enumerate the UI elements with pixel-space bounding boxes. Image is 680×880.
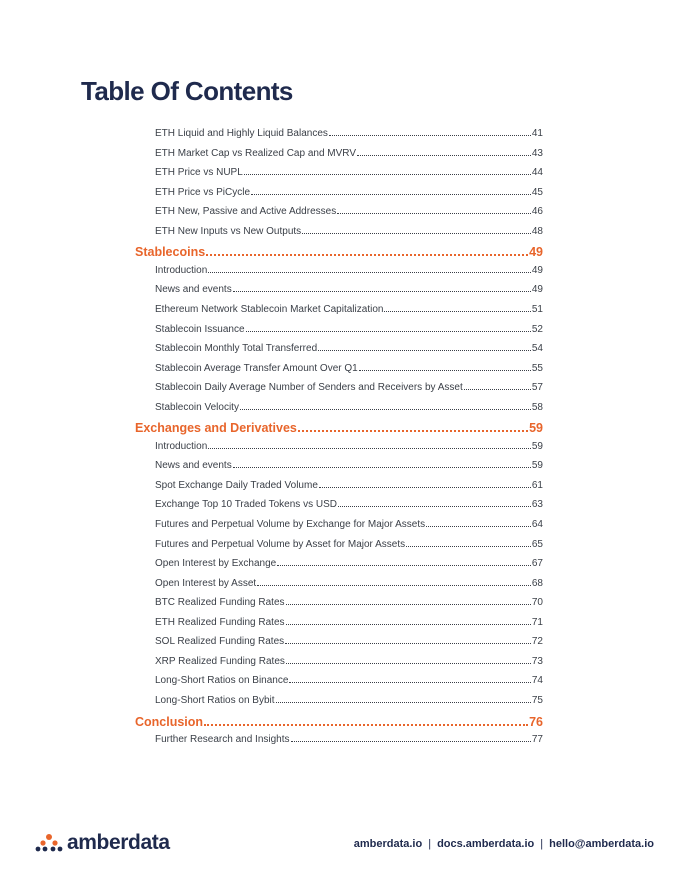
toc-page-number: 43 xyxy=(531,147,543,159)
toc-entry-label: Stablecoin Daily Average Number of Senders and Receivers by Asset xyxy=(155,382,463,394)
toc-entry[interactable] xyxy=(155,499,543,510)
toc-page-number: 51 xyxy=(531,303,543,315)
toc-entry-label: Futures and Perpetual Volume by Asset for Major Assets xyxy=(155,538,406,550)
toc-entry[interactable] xyxy=(155,675,543,686)
toc-page-number: 59 xyxy=(529,421,543,436)
link-separator: | xyxy=(540,838,544,850)
toc-entry[interactable] xyxy=(155,695,543,706)
toc-entry-label: ETH Price vs PiCycle xyxy=(155,186,251,198)
toc-entry[interactable] xyxy=(155,636,543,647)
toc-page-number: 63 xyxy=(531,499,543,511)
dot-leader xyxy=(406,546,531,547)
toc-entry-label: Stablecoins xyxy=(135,245,206,260)
toc-entry[interactable] xyxy=(155,128,543,139)
toc-entry-label: Stablecoin Issuance xyxy=(155,323,245,335)
toc-entry-label: Exchanges and Derivatives xyxy=(135,421,297,436)
dot-leader xyxy=(208,448,531,449)
dot-leader xyxy=(286,624,531,625)
toc-page-number: 73 xyxy=(531,655,543,667)
toc-page-number: 55 xyxy=(531,362,543,374)
email-link[interactable]: hello@amberdata.io xyxy=(549,838,654,850)
toc-entry[interactable] xyxy=(155,363,543,374)
dot-leader xyxy=(233,291,531,292)
dot-leader xyxy=(257,585,531,586)
dot-leader xyxy=(251,194,531,195)
toc-page-number: 58 xyxy=(531,401,543,413)
dot-leader xyxy=(337,213,531,214)
toc-entry-label: Introduction xyxy=(155,264,208,276)
dot-leader xyxy=(286,604,531,605)
dot-leader xyxy=(426,526,531,527)
toc-page-number: 44 xyxy=(531,167,543,179)
footer xyxy=(0,828,680,860)
toc-page-number: 49 xyxy=(529,245,543,260)
dot-leader xyxy=(359,370,531,371)
toc-entry[interactable] xyxy=(155,441,543,452)
toc-entry-label: Stablecoin Average Transfer Amount Over Q1 xyxy=(155,362,358,374)
toc-page-number: 49 xyxy=(531,284,543,296)
toc-entry-label: Futures and Perpetual Volume by Exchange for Major Assets xyxy=(155,519,426,530)
dot-leader xyxy=(204,724,528,726)
toc-entry[interactable] xyxy=(155,382,543,393)
toc-page-number: 48 xyxy=(531,225,543,237)
toc-section[interactable] xyxy=(135,245,543,259)
footer-links xyxy=(354,838,654,850)
toc-page-number: 61 xyxy=(531,479,543,491)
dot-leader xyxy=(464,389,531,390)
toc-entry-label: ETH Price vs NUPL xyxy=(155,167,243,179)
toc-entry-label: Exchange Top 10 Traded Tokens vs USD xyxy=(155,499,337,511)
dot-leader xyxy=(285,643,531,644)
toc-entry[interactable] xyxy=(155,558,543,569)
toc-page-number: 77 xyxy=(531,734,543,746)
toc-entry-label: News and events xyxy=(155,284,232,296)
website-link[interactable]: amberdata.io xyxy=(353,838,423,850)
toc-page-number: 41 xyxy=(531,128,543,139)
toc-entry[interactable] xyxy=(155,148,543,159)
toc-entry[interactable] xyxy=(155,578,543,589)
docs-link[interactable]: docs.amberdata.io xyxy=(437,838,535,850)
toc-page-number: 45 xyxy=(531,186,543,198)
dot-leader xyxy=(329,135,531,136)
toc-entry[interactable] xyxy=(155,597,543,608)
page-title: Table Of Contents xyxy=(81,76,293,106)
toc-entry-label: Stablecoin Velocity xyxy=(155,401,239,413)
toc-page-number: 49 xyxy=(531,264,543,276)
dot-leader xyxy=(276,702,531,703)
toc-entry[interactable] xyxy=(155,519,543,530)
dot-leader xyxy=(357,155,531,156)
toc-page-number: 57 xyxy=(531,382,543,394)
logo-text: amberdata xyxy=(67,831,170,854)
toc-entry-label: Long-Short Ratios on Binance xyxy=(155,675,289,687)
toc-entry[interactable] xyxy=(155,265,543,276)
dot-leader xyxy=(244,174,531,175)
toc-page-number: 65 xyxy=(531,538,543,550)
dot-leader xyxy=(246,331,531,332)
toc-entry-label: Conclusion xyxy=(135,714,204,729)
toc-entry-label: XRP Realized Funding Rates xyxy=(155,655,285,667)
dot-leader xyxy=(384,311,530,312)
toc-entry[interactable] xyxy=(155,656,543,667)
toc-entry[interactable] xyxy=(155,343,543,354)
toc-entry-label: Further Research and Insights xyxy=(155,734,290,746)
toc-entry-label: News and events xyxy=(155,460,232,472)
toc-entry-label: Stablecoin Monthly Total Transferred xyxy=(155,343,318,355)
toc-entry[interactable] xyxy=(155,402,543,413)
toc-page-number: 72 xyxy=(531,636,543,648)
toc-entry[interactable] xyxy=(155,304,543,315)
dot-leader xyxy=(289,682,530,683)
toc-entry[interactable] xyxy=(155,226,543,237)
toc-entry[interactable] xyxy=(155,460,543,471)
toc-entry-label: SOL Realized Funding Rates xyxy=(155,636,285,648)
dot-leader xyxy=(291,741,531,742)
toc-page-number: 67 xyxy=(531,558,543,570)
toc-section[interactable] xyxy=(135,715,543,729)
toc-section[interactable] xyxy=(135,421,543,435)
toc-entry[interactable] xyxy=(155,324,543,335)
toc-page-number: 59 xyxy=(531,440,543,452)
toc-entry[interactable] xyxy=(155,480,543,491)
dot-leader xyxy=(338,506,531,507)
toc-entry-label: Introduction xyxy=(155,440,208,452)
toc-entry-label: Open Interest by Asset xyxy=(155,577,257,589)
toc-entry-label: ETH Realized Funding Rates xyxy=(155,616,285,628)
toc-entry-label: Open Interest by Exchange xyxy=(155,558,277,570)
toc-page-number: 71 xyxy=(531,616,543,628)
toc-entry-label: Ethereum Network Stablecoin Market Capitalization xyxy=(155,303,384,315)
toc-page-number: 59 xyxy=(531,460,543,472)
toc-entry[interactable] xyxy=(155,734,543,745)
toc-page-number: 70 xyxy=(531,597,543,609)
dot-leader xyxy=(240,409,531,410)
toc-entry[interactable] xyxy=(155,539,543,550)
toc-page-number: 54 xyxy=(531,343,543,355)
dot-leader xyxy=(319,487,531,488)
toc-page-number: 75 xyxy=(531,694,543,706)
toc-entry[interactable] xyxy=(155,187,543,198)
link-separator: | xyxy=(428,838,432,850)
amberdata-logo[interactable] xyxy=(35,831,170,855)
toc-entry-label: ETH New Inputs vs New Outputs xyxy=(155,225,302,237)
dot-leader xyxy=(298,430,528,432)
dot-leader xyxy=(286,663,531,664)
dot-leader xyxy=(318,350,531,351)
toc-page-number: 64 xyxy=(531,519,543,530)
toc-entry[interactable] xyxy=(155,206,543,217)
toc-entry-label: Spot Exchange Daily Traded Volume xyxy=(155,479,318,491)
toc-entry-label: ETH Market Cap vs Realized Cap and MVRV xyxy=(155,147,357,159)
amberdata-logo-icon xyxy=(35,833,63,853)
toc-entry-label: ETH New, Passive and Active Addresses xyxy=(155,206,337,218)
toc-entry[interactable] xyxy=(155,167,543,178)
toc-page-number: 46 xyxy=(531,206,543,218)
dot-leader xyxy=(277,565,531,566)
toc-entry-label: ETH Liquid and Highly Liquid Balances xyxy=(155,128,328,139)
toc-page-number: 68 xyxy=(531,577,543,589)
toc-page-number: 76 xyxy=(529,714,543,729)
toc-entry-label: BTC Realized Funding Rates xyxy=(155,597,285,609)
toc-page-number: 52 xyxy=(531,323,543,335)
dot-leader xyxy=(208,272,531,273)
dot-leader xyxy=(302,233,531,234)
dot-leader xyxy=(206,254,528,256)
toc-entry-label: Long-Short Ratios on Bybit xyxy=(155,694,275,706)
dot-leader xyxy=(233,467,531,468)
toc-page-number: 74 xyxy=(531,675,543,687)
toc-entry[interactable] xyxy=(155,284,543,295)
toc-entry[interactable] xyxy=(155,617,543,628)
